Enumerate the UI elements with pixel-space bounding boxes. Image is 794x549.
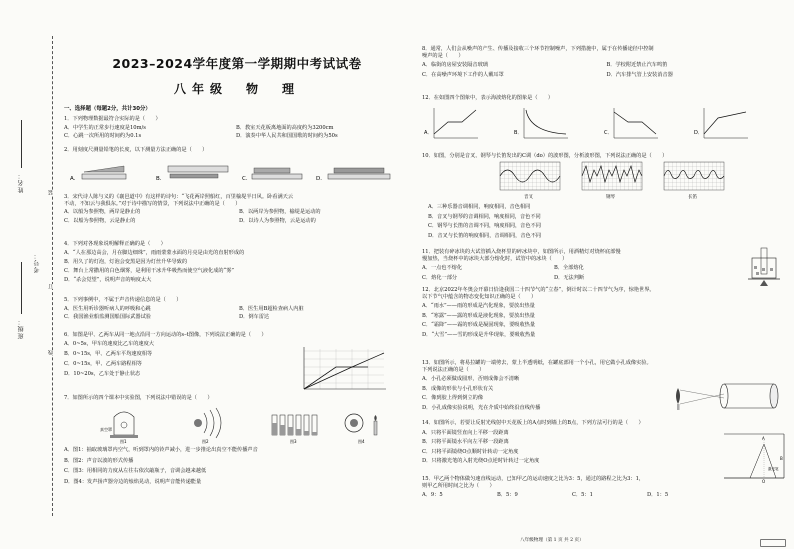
point-o-label: O [762, 479, 766, 484]
graph-b [514, 108, 568, 138]
question-7-options [64, 447, 410, 485]
vacuum-jar-label: 真空罩 [100, 427, 112, 432]
fig4-label: 图4 [358, 439, 365, 444]
question-4 [64, 241, 410, 283]
q8-option-a: A．临街的房屋安装隔音玻璃 [422, 62, 488, 68]
q14-option-b: B．只将平面镜水平向左平移一段距离 [422, 439, 509, 445]
graph-c [604, 108, 658, 138]
point-a-label: A [762, 436, 765, 441]
piano-wave [582, 162, 642, 200]
class-label: 班级： [18, 318, 25, 339]
q12-option-d: D． [694, 130, 703, 136]
q11-option-d: D．无法判断 [554, 274, 585, 281]
q3-option-b: B．以两岸为参照物，榆堤是运动的 [239, 209, 321, 215]
q4-option-b: B．用久了的灯泡，灯泡会变黑是因为灯丝升华导致的 [64, 258, 188, 265]
q5-option-d: D．倒车雷达 [239, 314, 270, 320]
q12b-option-c: C．“霜降”——霜的形成是凝固现象，要吸收热量 [422, 322, 536, 328]
q6-option-d: D．10~20s，乙车处于静止状态 [64, 370, 141, 377]
speaker-candle-figure [345, 414, 377, 444]
q1-option-d: D．演奏中华人民共和国国歌的时间约为50s [236, 133, 338, 139]
sound-wave-figure [194, 408, 221, 444]
q8-option-d: D．汽车排气管上安装消音器 [606, 71, 673, 78]
question-15 [422, 476, 752, 499]
question-2-stem: 2．用刻度尺测量铅笔的长度，以下测量方法正确的是（ ） [64, 147, 208, 153]
q6-option-c: C．0~15s，甲、乙两车路程相等 [64, 360, 142, 367]
q12b-option-a: A．“雨水”——雨的形成是汽化现象，要放出热量 [422, 303, 535, 309]
q3-option-a: A．以船为参照物，两岸是静止的 [64, 209, 141, 215]
q5-option-b: B．医生用B超检查病人内脏 [239, 305, 304, 312]
exam-subtitle: 八年级 物 理 [173, 82, 300, 96]
q5-option-a: A．医生用听诊器听病人的呼吸和心跳 [64, 305, 151, 312]
name-label: 姓名： [18, 172, 25, 193]
q6-option-b: B．0~15s，甲、乙两车平均速度相等 [64, 350, 153, 357]
q4-option-a: A．“人在那边高会，月在脚边细珠”，雨雨蒙蒙水面的月亮是由光的直射形成的 [64, 249, 245, 256]
bottles-figure [272, 415, 317, 444]
q7-option-a: A．图1：抽取玻璃罩内空气，听到罩内的铃声减小，进一步推论出真空不能传播声音 [64, 447, 258, 453]
question-1-stem: 1．下列物理数据最符合实际的是（ ） [64, 116, 161, 122]
q11-option-a: A．一点也不熔化 [422, 265, 463, 271]
cut-mark-3: 线 [48, 350, 54, 355]
page-footer: 八年级物理（第 1 页 共 2 页） [520, 538, 584, 543]
q10-option-c: C．钢琴与长笛的音调不同，响度相同，音色不同 [428, 223, 541, 229]
ruler-figure-b [156, 166, 228, 182]
page-box-mark [760, 539, 786, 547]
q2-option-b: B． [156, 176, 166, 182]
question-10-stem: 10．如图，分别是音叉、钢琴与长笛发出的C调（do）的波形图，分析波形图，下列说法正确的是（ ） [422, 153, 668, 159]
q1-option-b: B．教室天花板离地面的高度约为3200cm [236, 124, 334, 131]
ruler-figures [64, 158, 404, 188]
q5-option-c: C．我国渔业船监测国船国际武器试验 [64, 314, 151, 320]
q15-option-a: A．9：5 [422, 492, 443, 498]
q2-option-d: D． [316, 176, 326, 182]
graph-d [694, 108, 748, 138]
question-12-melting [422, 95, 787, 102]
name-field-line [21, 120, 22, 168]
question-10 [422, 153, 787, 160]
q12b-option-d: D．“大雪”——雪的形成是升华现象，要吸收热量 [422, 331, 536, 338]
question-4-stem: 4．下列对各现象说明解释正确的是（ ） [64, 241, 166, 247]
question-8-line-1: 8．通常，人们会从噪声的产生、传播及接收三个环节控制噪声，下列措施中，属于在传播途径中控制 [422, 46, 654, 52]
question-5-stem: 5．下列事例中，不属于声音传递信息的是（ ） [64, 297, 182, 303]
question-12-stem: 12．在如图四个图象中，表示海波熔化的图象是（ ） [422, 95, 554, 101]
bell-jar-figure [100, 412, 138, 444]
q13-option-c: C．像到胶上得到倒立的像 [422, 395, 484, 401]
question-7-stem: 7．如图所示的四个课本中实验图，下列说法中错误的是（ ） [64, 395, 213, 401]
q12-option-b: B． [514, 130, 523, 136]
q12b-option-b: B．“寒露”——露的形成是液化现象，要放出热量 [422, 312, 535, 319]
q15-option-d: D．1：5 [647, 492, 669, 498]
q11-option-b: B．全部熔化 [554, 265, 584, 271]
fig3-label: 图3 [290, 439, 297, 444]
exam-title: 2023–2024学年度第一学期期中考试试卷 [112, 56, 362, 71]
fig2-label: 图2 [202, 439, 209, 444]
question-11-line-1: 11．把装有碎冰块的大试管插入烧杯里的碎冰块中，如图所示，用酒精灯对烧杯底部慢 [422, 249, 621, 255]
q12-option-a: A． [424, 130, 433, 136]
cut-mark-2: 订 [48, 284, 54, 289]
q10-option-d: D．音叉与长笛的响度相同，音调相同，音色不同 [428, 232, 542, 239]
question-6-stem: 6．如图是甲、乙两车从同一地点沿同一方向运动的s–t图像，下列说法正确的是（ ） [64, 332, 267, 338]
tuning-fork-wave [500, 162, 560, 200]
q10-option-b: B．音叉与钢琴的音调相同，响度相同，音色不同 [428, 213, 541, 220]
fig1-label: 图1 [120, 439, 127, 444]
ruler-figure-a [70, 166, 126, 182]
question-15-line-2: 则甲乙所用时间之比为（ ） [422, 482, 495, 489]
q14-option-a: A．只将平面镜竖直向上平移一段距离 [422, 429, 509, 436]
question-14-line-1: 14．如图所示，若要让反射光线射中天花板上的A点时到墙上的B点，下列方法可行的是（ ） [422, 420, 644, 426]
question-5 [64, 297, 410, 321]
question-15-line-1: 15．甲乙两个物体做匀速直线运动，已知甲乙的运动速度之比为3：5，通过的路程之比为3：1， [422, 476, 645, 482]
binding-margin [0, 0, 62, 549]
piano-label: 钢琴 [606, 195, 615, 200]
q7-option-b: B．图2：声音以波的形式传播 [64, 457, 134, 464]
q4-option-c: C．舞台上常撒用的白色烟雾，是利用干冰升华吸热而使空气液化成的“雾” [64, 267, 235, 274]
cut-mark-1: 装 [48, 190, 54, 195]
pinhole-camera-figure [672, 378, 782, 414]
q10-option-a: A．三种乐器音调相同，响度相同，音色相同 [428, 204, 531, 210]
question-13-line-1: 13．如图所示，将易拉罐的一端剪去，蒙上半透明纸，在罐底部用一个小孔，用它做小孔成像实验。 [422, 360, 652, 366]
tuning-fork-label: 音叉 [524, 195, 533, 200]
question-11-line-2: 慢加热，当烧杯中的冰块大部分熔化时，试管中的冰块（ ） [422, 255, 568, 262]
q13-option-d: D．小孔成像实验说明，光在介质中始终沿直线传播 [422, 404, 541, 411]
q1-option-a: A．中学生的正常步行速度是10m/s [64, 124, 146, 131]
binding-dashed-line [52, 36, 53, 516]
q2-option-a: A． [70, 176, 80, 182]
q8-option-c: C．在高噪声环境下工作的人戴耳罩 [422, 71, 504, 78]
melting-graphs-figure [422, 104, 782, 144]
question-12-solar-terms [422, 287, 787, 338]
q15-option-b: B．5：9 [497, 492, 518, 498]
q7-option-c: C．图3：用相同的力度从左往右依次敲瓶子，音调会越来越低 [64, 468, 207, 474]
q15-option-c: C．5：1 [572, 492, 593, 498]
question-11 [422, 249, 752, 281]
question-3 [64, 194, 410, 224]
question-8-line-2: 噪声的是（ ） [422, 52, 464, 59]
ruler-figure-c [242, 168, 302, 182]
section-choice-heading: 一、选择题（每题2分，共计30分） [64, 106, 151, 112]
question-12b-line-1: 12．北京2022年冬奥会开幕日恰逢我国二十四节气的“立春”，倒计时以二十四节气为序，惊艳世界。 [422, 287, 655, 293]
question-3-line-1: 3．宋代诗人陈与义的《襄邑道中》有这样的诗句：“飞花两岸照船红，百里榆堤半日风。卧看满天云 [64, 194, 294, 200]
flute-wave [664, 162, 724, 200]
exam-number-label: 考号： [34, 252, 41, 273]
q13-option-a: A．小孔必须做成圆形，否则成像会不清晰 [422, 376, 520, 382]
waveform-figure [500, 162, 730, 202]
question-10-options [428, 204, 748, 239]
q12-option-c: C． [604, 130, 613, 136]
flute-label: 长笛 [688, 195, 697, 200]
class-field-line [21, 262, 22, 314]
q2-option-c: C． [242, 176, 252, 182]
ruler-figure-d [316, 168, 390, 182]
q1-option-c: C．心跳一次所用的时间约为0.1s [64, 133, 142, 139]
question-13-line-2: 下列说法正确的是（ ） [422, 366, 485, 373]
question-8 [422, 46, 787, 78]
q8-option-b: B．学校附近禁止汽车鸣笛 [606, 62, 668, 68]
point-b-label: B [780, 456, 783, 461]
st-graph-figure [294, 345, 390, 395]
q3-option-d: D．以诗人为参照物，云是运动的 [239, 217, 316, 224]
q7-option-d: D．图4：发声扬声器旁边的烛焰晃动，说明声音能传递能量 [64, 478, 202, 485]
ice-beaker-figure [746, 246, 786, 288]
question-2 [64, 147, 404, 154]
question-1 [64, 116, 404, 140]
question-7 [64, 395, 410, 402]
sound-experiments-figure [102, 405, 392, 443]
laser-pen-label: 激光笔 [768, 467, 779, 471]
q6-option-a: A．0~5s，甲车的速度比乙车的速度大 [64, 340, 154, 347]
q14-option-d: D．只将激光笔的入射光绕O点逆时针转过一定角度 [422, 458, 540, 464]
q3-option-c: C．以船为参照物，云是静止的 [64, 217, 136, 224]
q14-option-c: C．只将平面镜绕O点顺时针转动一定角度 [422, 448, 519, 455]
q4-option-d: D．“杀会觉望”，说明声音的响度太大 [64, 276, 152, 283]
question-3-line-2: 不动，不知云与我俱东。”对于诗中描写的情景，下列说法中正确的是（ ） [64, 200, 241, 207]
question-12b-line-2: 以下节气中蕴含的物态变化知识正确的是（ ） [422, 293, 537, 300]
q13-option-b: B．成像的形状与小孔形状有关 [422, 385, 494, 392]
graph-a [424, 108, 478, 138]
q11-option-c: C．熔化一部分 [422, 274, 458, 281]
